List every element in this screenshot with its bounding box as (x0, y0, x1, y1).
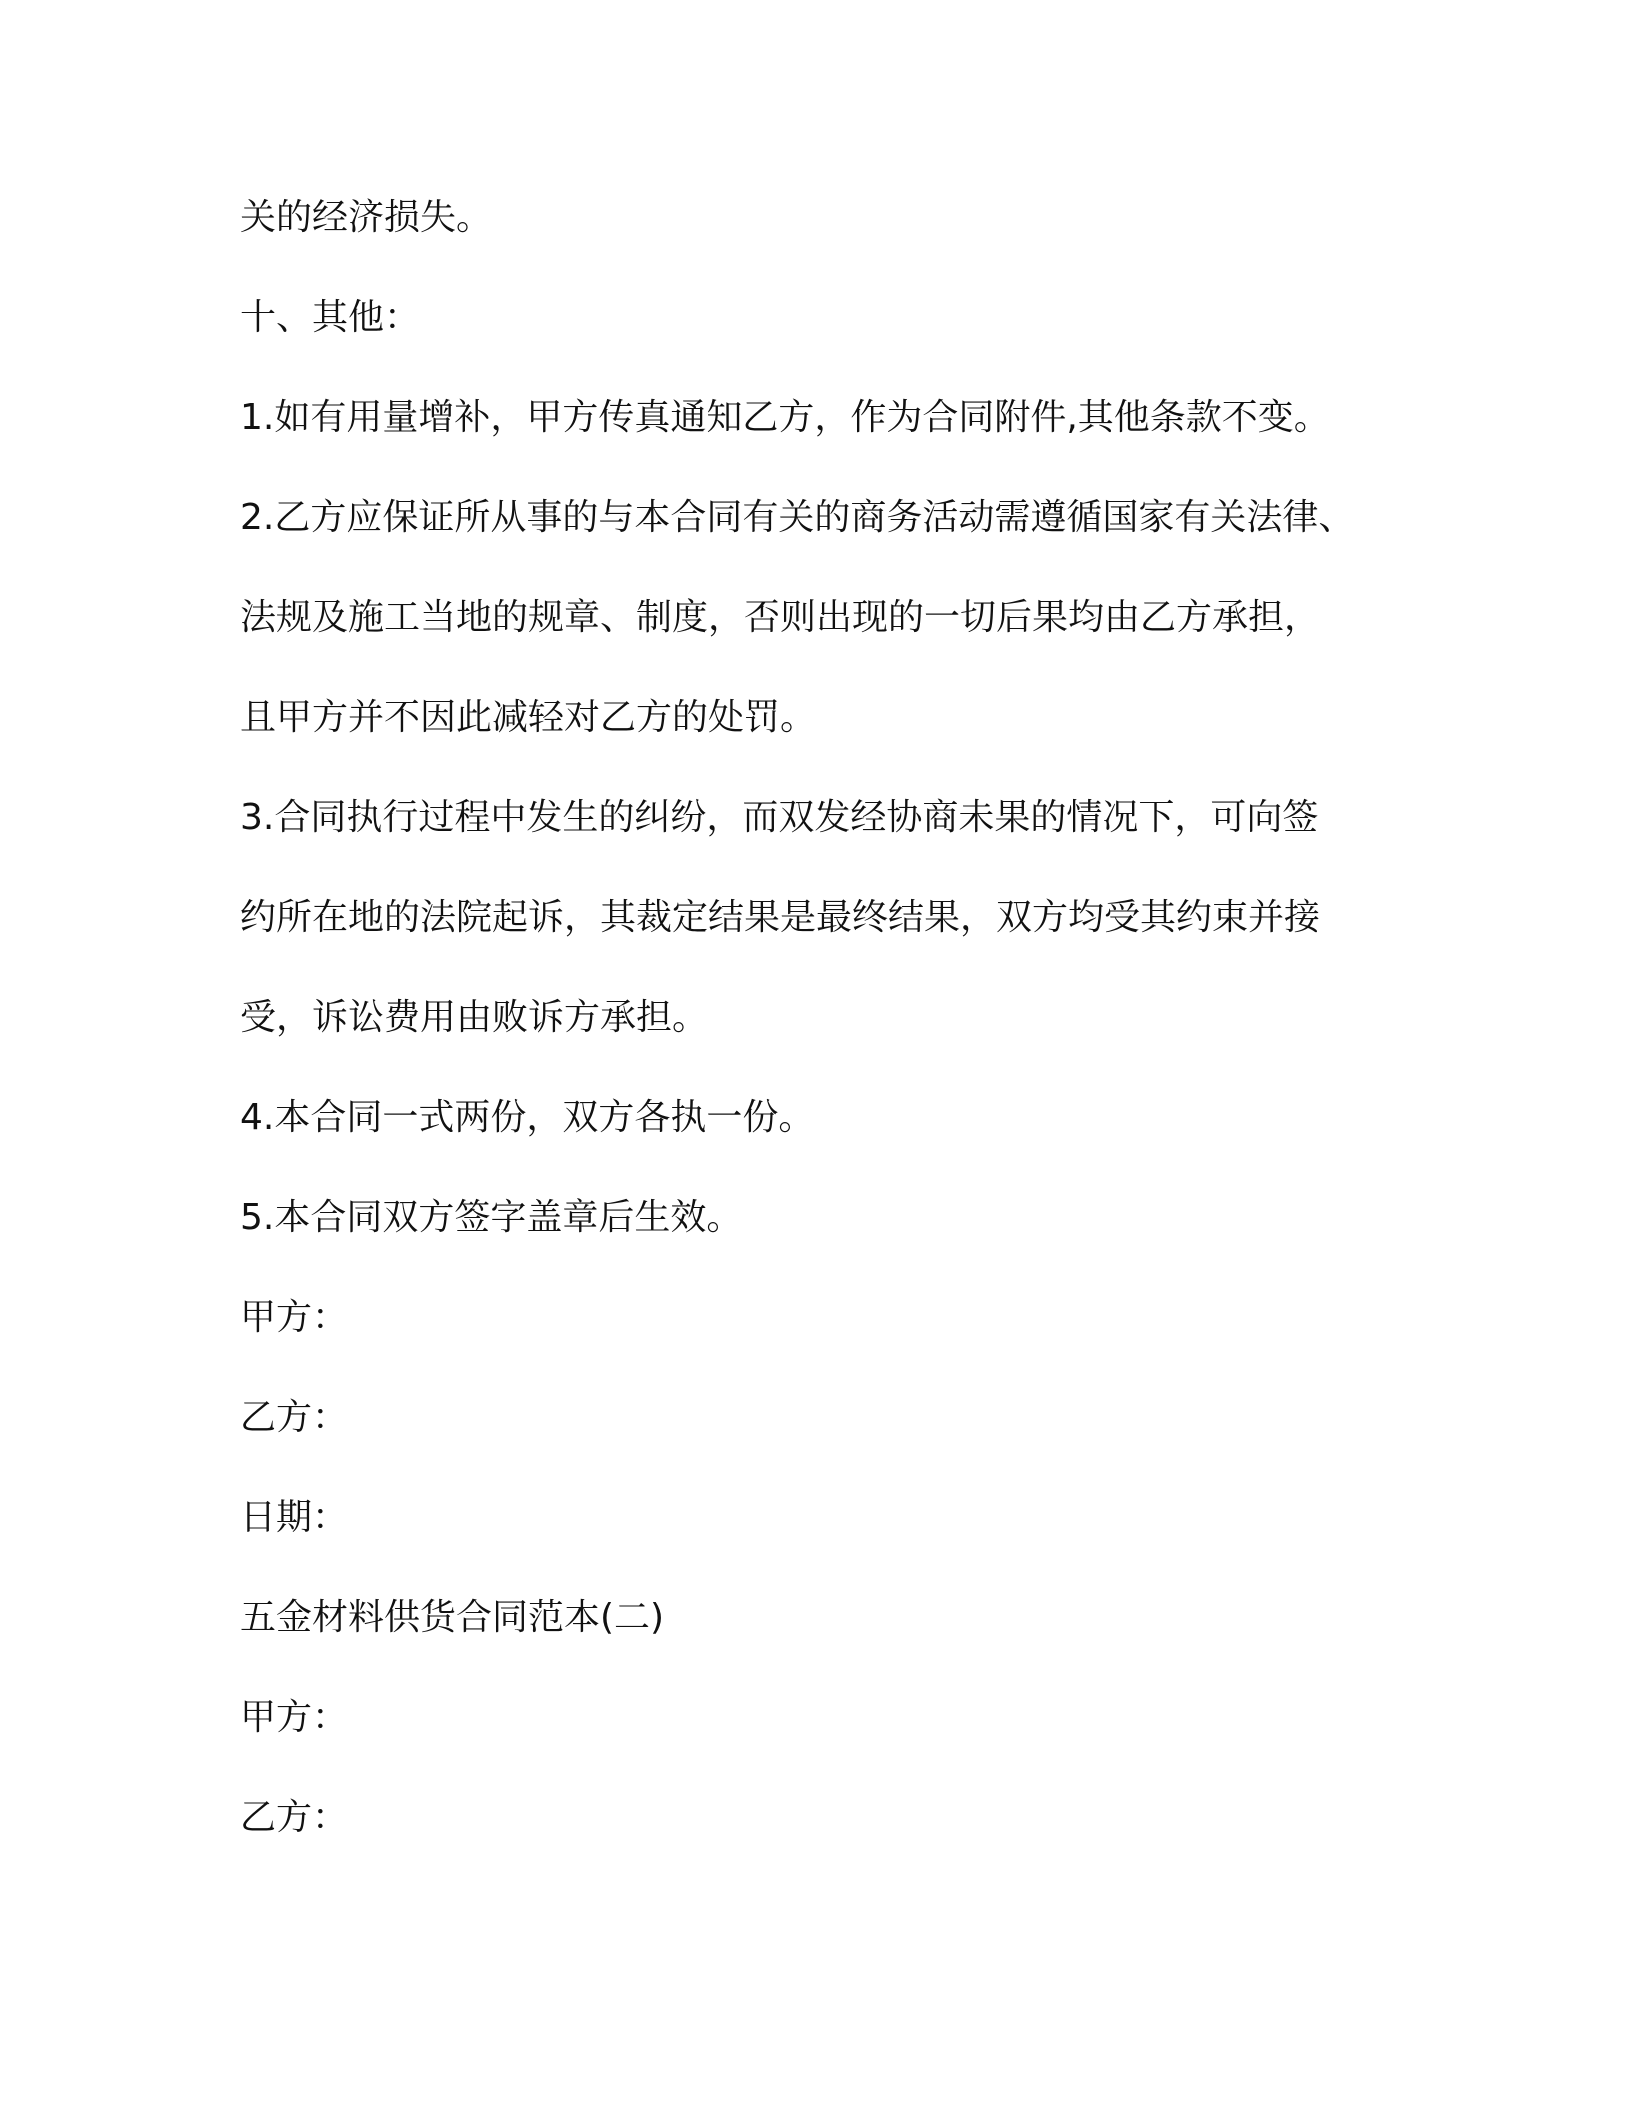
clause-5: 5.本合同双方签字盖章后生效。 (240, 1197, 743, 1238)
party-a-label-2: 甲方： (240, 1697, 349, 1738)
clause-2-line-1: 2.乙方应保证所从事的与本合同有关的商务活动需遵循国家有关法律、 (240, 497, 1355, 538)
clause-3-line-1: 3.合同执行过程中发生的纠纷，而双发经协商未果的情况下，可向签 (240, 797, 1319, 838)
clause-2-line-2: 法规及施工当地的规章、制度，否则出现的一切后果均由乙方承担， (240, 597, 1321, 638)
clause-2-line-3: 且甲方并不因此减轻对乙方的处罚。 (240, 697, 817, 738)
party-b-label: 乙方： (240, 1397, 349, 1438)
party-b-label-2: 乙方： (240, 1797, 349, 1838)
clause-4: 4.本合同一式两份，双方各执一份。 (240, 1097, 815, 1138)
text-line: 关的经济损失。 (240, 197, 493, 238)
date-label: 日期： (240, 1497, 349, 1538)
clause-1: 1.如有用量增补，甲方传真通知乙方，作为合同附件,其他条款不变。 (240, 397, 1330, 438)
contract-title: 五金材料供货合同范本(二) (240, 1597, 665, 1638)
clause-3-line-3: 受，诉讼费用由败诉方承担。 (240, 997, 709, 1038)
party-a-label: 甲方： (240, 1297, 349, 1338)
section-heading: 十、其他： (240, 297, 421, 338)
clause-3-line-2: 约所在地的法院起诉，其裁定结果是最终结果，双方均受其约束并接 (240, 897, 1321, 938)
